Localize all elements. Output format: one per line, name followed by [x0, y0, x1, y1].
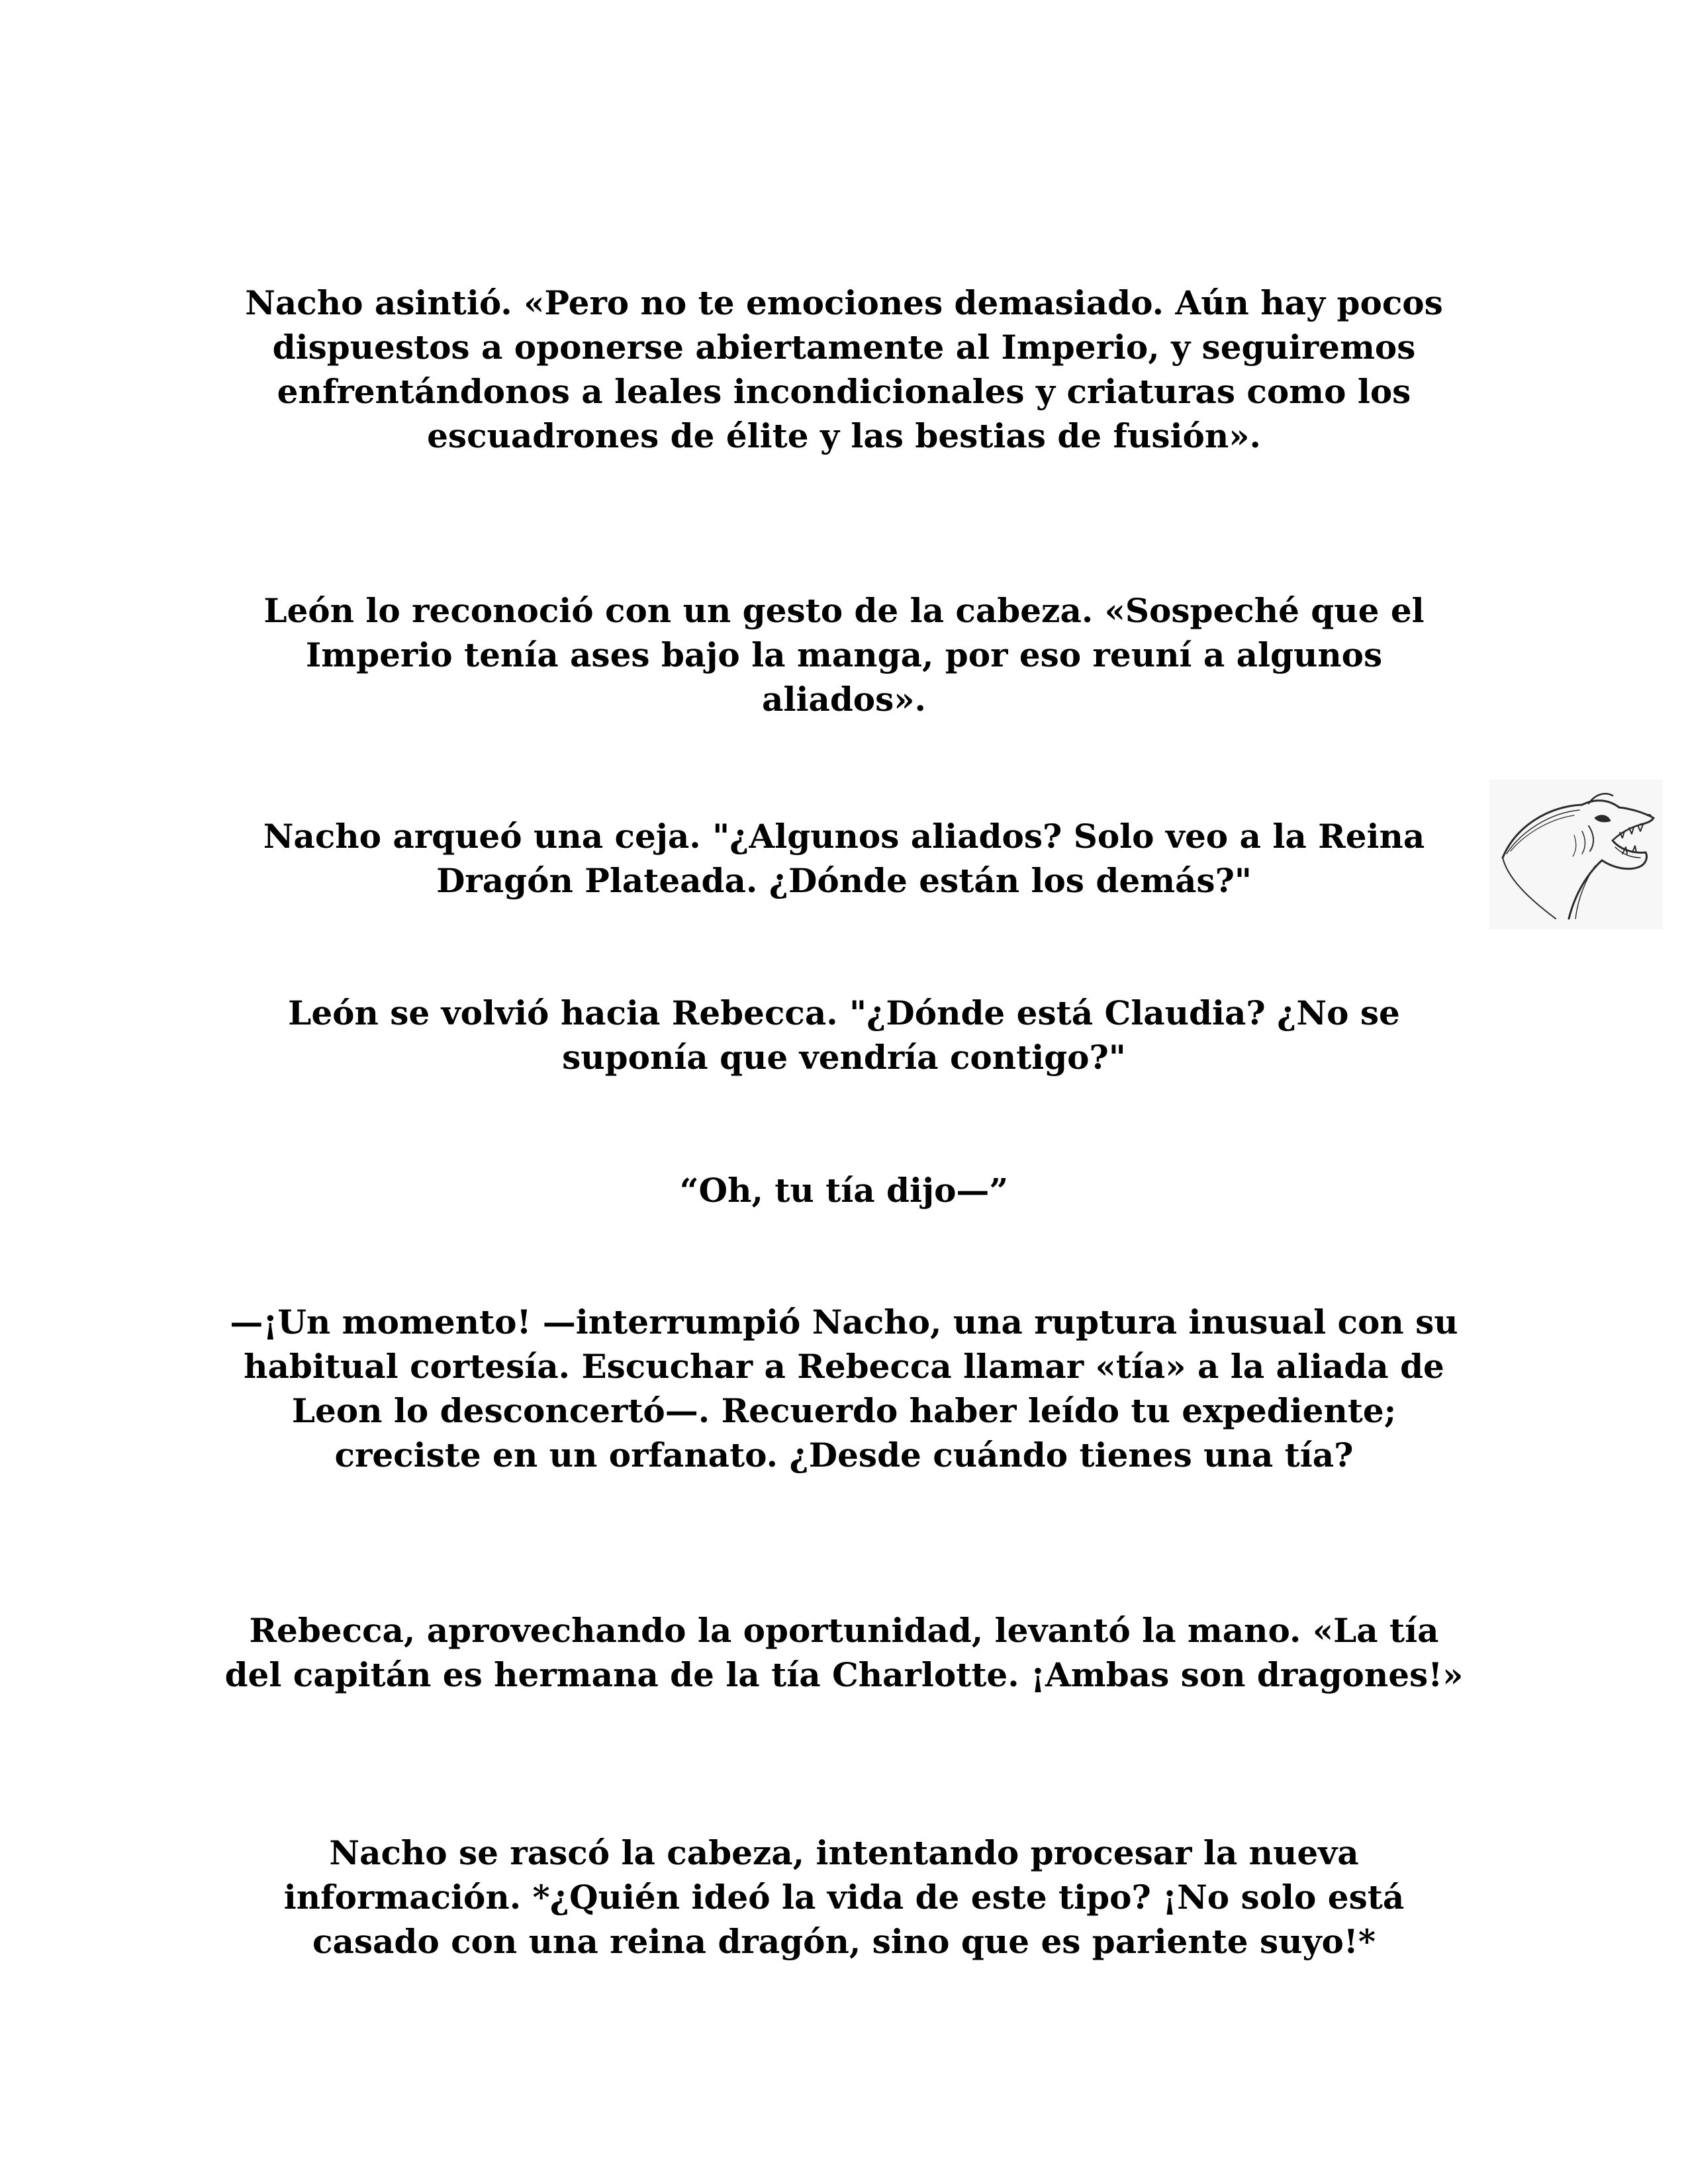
paragraph-4: León se volvió hacia Rebecca. "¿Dónde está Claudia? ¿No se suponía que vendría contigo?": [288, 993, 1400, 1077]
paragraph-1: Nacho asintió. «Pero no te emociones demasiado. Aún hay pocos dispuestos a oponerse abiertamente al Imperio, y seguiremos enfrentándonos a leales incondicionales y criaturas como los escuadrones de élite y las bestias de fusión».: [245, 283, 1443, 455]
paragraph-2: León lo reconoció con un gesto de la cabeza. «Sospeché que el Imperio tenía ases bajo la manga, por eso reuní a algunos aliados».: [263, 591, 1425, 719]
paragraph-8: Nacho se rascó la cabeza, intentando procesar la nueva información. *¿Quién ideó la vida de este tipo? ¡No solo está casado con una reina dragón, sino que es pariente suyo!*: [283, 1833, 1405, 1961]
paragraph-6: —¡Un momento! —interrumpió Nacho, una ruptura inusual con su habitual cortesía. Escuchar a Rebecca llamar «tía» a la aliada de Leon lo desconcertó—. Recuerdo haber leído tu expediente; creciste en un orfanato. ¿Desde cuándo tienes una tía?: [230, 1302, 1458, 1475]
paragraph-3: Nacho arqueó una ceja. "¿Algunos aliados? Solo veo a la Reina Dragón Plateada. ¿Dónde están los demás?": [263, 817, 1425, 900]
paragraph-7: Rebecca, aprovechando la oportunidad, levantó la mano. «La tía del capitán es hermana de la tía Charlotte. ¡Ambas son dragones!»: [224, 1611, 1464, 1694]
paragraph-5: “Oh, tu tía dijo—”: [679, 1171, 1009, 1210]
dragon-sketch-icon: [1489, 780, 1663, 929]
